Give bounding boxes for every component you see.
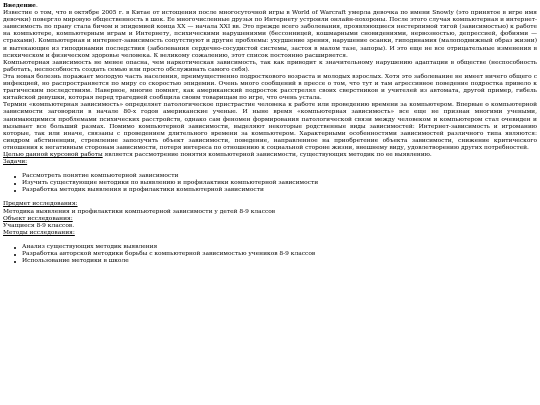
- methods-list: [3, 244, 537, 265]
- intro-paragraph-1: Известие о том, что в октябре 2005 г. в Китае от истощения после многосуточной игры в World of Warcraft умерла девочка по имени Snowly (это принятое в игре имя девочки) повергло мировую общественность в шок. Ее многочисленные друзья по Интернету устроили онлайн-похороны. После этого случая компьютерная и интернет-зависимость по праву стала бичом и эпидемией конца XX — начала XXI вв. Это прежде всего заболевания, проявляющиеся нестерпимой тягой (зависимостью) к работе на компьютере, компьютерным играм и Интернету, психическими нарушениями (бессонницей, кошмарными сновидениями, нервозностью, депрессией, фобиями — страхами). Компьютерная и интернет-зависимость сопутствуют и другие проблемы: ухудшение зрения, нарушение осанки, гиподинамия (малоподвижный образ жизни) и вытекающие из гиподинамии последствия (заболевания сердечно-сосудистой системы, застоя в малом тазе, запоры). И это еще не все отрицательные изменения в психическом и физическом здоровье человека. К великому сожалению, этот список постоянно расширяется.: [3, 10, 537, 59]
- subject-text: Методика выявления и профилактики компьютерной зависимости у детей 8-9 классов: [3, 208, 276, 215]
- intro-paragraph-4: Термин «компьютерная зависимость» определяет патологическое пристрастие человека к работе или проведению времени за компьютером. Впервые о компьютерной зависимости заговорили в начале 80-х годов американские ученые. И ныне время «компьютерная зависимость» все еще не признан многими учеными, занимающимися проблемами психических расстройств, однако сам феномен формирования патологической связи между человеком и компьютером стал очевиден и вызывает все больший размах. Помимо компьютерной зависимости, выделяют некоторые родственные виды зависимостей: Интернет-зависимость и игроманию которые, так или иначе, связаны с проведением длительного времени за компьютером. Характерными особенностями зависимостей различного типа являются: синдром абстиненции, стремление заполучить объект зависимости, поведение, направленное на приобретение объекта зависимости, снижение критического отношения к негативным сторонам зависимости, потеря интереса по отношению к социальной стороне жизни, внешнему виду, удовлетворению других потребностей.: [3, 102, 537, 151]
- goal-paragraph: [3, 152, 537, 159]
- spacer: [3, 166, 537, 173]
- intro-heading-text: Введение: [3, 2, 36, 9]
- subject-label: Предмет исследования:: [3, 201, 78, 208]
- spacer: [3, 237, 537, 244]
- spacer: [3, 194, 537, 201]
- goal-label: Целью данной курсовой работы: [3, 151, 103, 158]
- methods-label: Методы исследования:: [3, 229, 75, 236]
- intro-paragraph-3: Эта новая болезнь поражает молодую часть населения, преимущественно подросткового возраста и молодых взрослых. Хотя это заболевание не имеет ничего общего с инфекцией, но распространяется по миру со скоростью эпидемии. Очень много сообщений в прессе о том, что тут и там агрессивное поведение подростка привело к трагическим последствиям. Наверное, многие помнят, как американский подросток расстрелял своих сверстников и учителей из автомата, другой пример, гибель китайской девушки, которая перед трагедией сообщила своим товарищам по игре, что очень устала.: [3, 73, 537, 102]
- object-label: Объект исследования:: [3, 215, 73, 222]
- list-item: Разработка авторской методики борьбы с компьютерной зависимостью учеников 8-9 классов: [22, 251, 537, 258]
- list-item: Рассмотреть понятие компьютерной зависимости: [22, 173, 537, 180]
- object-text: Учащиеся 8-9 классов.: [3, 222, 75, 229]
- list-item: Анализ существующих методик выявления: [22, 244, 537, 251]
- tasks-label: Задачи:: [3, 159, 28, 166]
- goal-text: является рассмотрение понятия компьютерной зависимости, существующих методик по ее выявлению.: [102, 151, 432, 158]
- tasks-list: [3, 173, 537, 194]
- list-item: Использование методики в школе: [22, 258, 537, 265]
- intro-paragraph-2: Компьютерная зависимость не менее опасна, чем наркотическая зависимость, так как приводит к значительному нарушению адаптации в обществе (неспособность работать, неспособность создать семью или просто обслуживать самого себя).: [3, 59, 537, 73]
- list-item: Изучить существующие методики по выявлению и профилактики компьютерной зависимости: [22, 180, 537, 187]
- list-item: Разработка методик выявления и профилактики компьютерной зависимости: [22, 187, 537, 194]
- intro-heading: Введение.: [3, 2, 38, 9]
